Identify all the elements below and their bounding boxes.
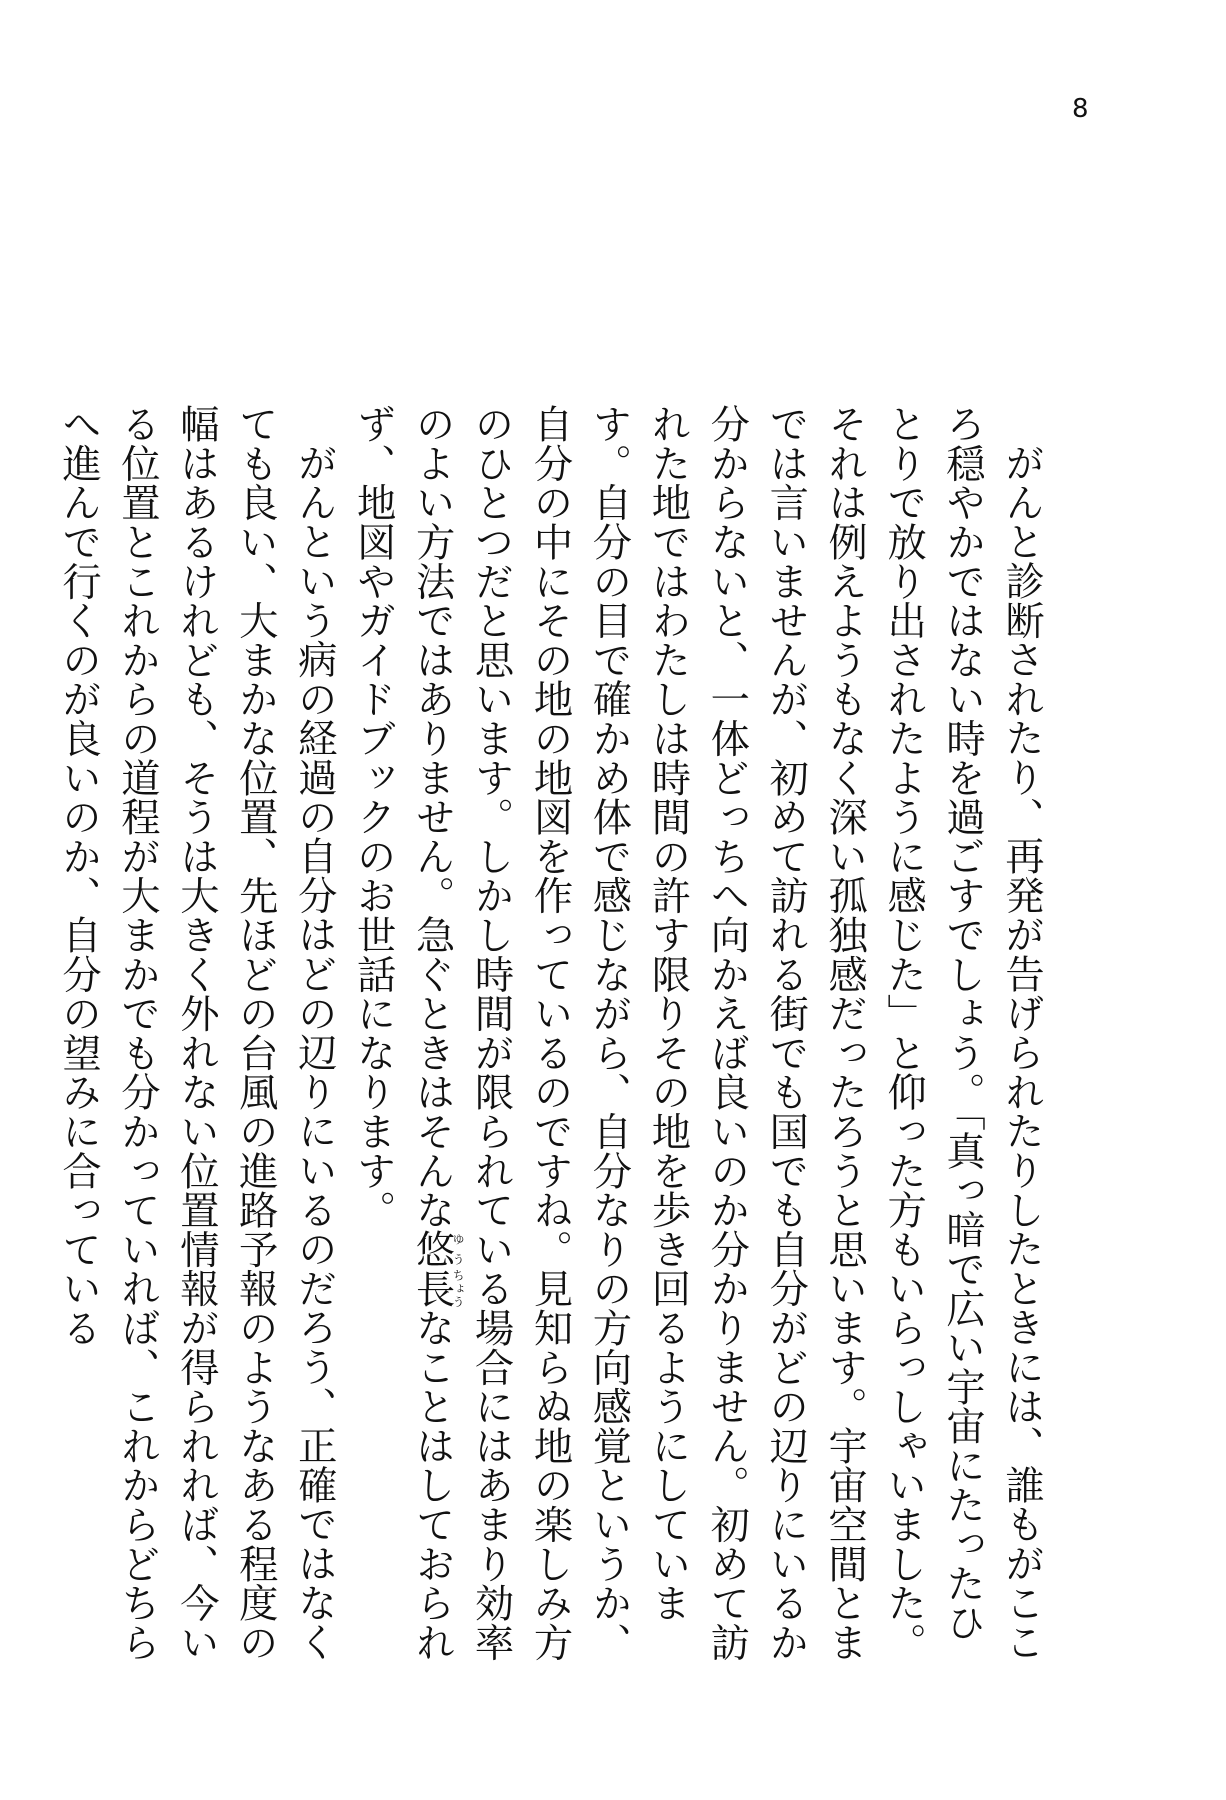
ruby-chou-base: 長 xyxy=(409,1268,455,1308)
ruby-yuu-base: 悠 xyxy=(409,1229,455,1269)
paragraph-2 xyxy=(48,404,343,1664)
ruby-yuu-reading: ゆう xyxy=(451,1229,466,1269)
ruby-chou xyxy=(409,1268,466,1308)
ruby-yuu xyxy=(409,1229,466,1269)
paragraph-2-text-1: がんという病の経過の自分はどの辺りにいるのだろう、正確ではなくても良い、大まかな位置、先ほどの台風の進路予報のようなある程度の幅はあるけれども、そうは大きく外れない位置情報が得られれば、今いる位置とこれからの道程が大まかでも分かっていれば、これからどちらへ進んで行くのが良いのか、自分の望みに合っている xyxy=(56,404,337,1662)
body-text xyxy=(56,404,1050,1664)
paragraph-1-text-2: なことはしておられず、地図やガイドブックのお世話になります。 xyxy=(350,404,455,1662)
page-number: 8 xyxy=(1072,94,1089,124)
paragraph-1 xyxy=(343,404,1050,1664)
paragraph-1-text-1: がんと診断されたり、再発が告げられたりしたときには、誰もがこころ穏やかではない時を過ごすでしょう。「真っ暗で広い宇宙にたったひとりで放り出されたように感じた」と仰った方もいらっしゃいました。それは例えようもなく深い孤独感だったろうと思います。宇宙空間とまでは言いませんが、初めて訪れる街でも国でも自分がどの辺りにいるか分からないと、一体どっちへ向かえば良いのか分かりません。初めて訪れた地ではわたしは時間の許す限りその地を歩き回るようにしています。自分の目で確かめ体で感じながら、自分なりの方向感覚というか、自分の中にその地の地図を作っているのですね。見知らぬ地の楽しみ方のひとつだと思います。しかし時間が限られている場合にはあまり効率のよい方法ではありません。急ぐときはそんな xyxy=(409,404,1044,1662)
ruby-chou-reading: ちょう xyxy=(451,1268,466,1308)
